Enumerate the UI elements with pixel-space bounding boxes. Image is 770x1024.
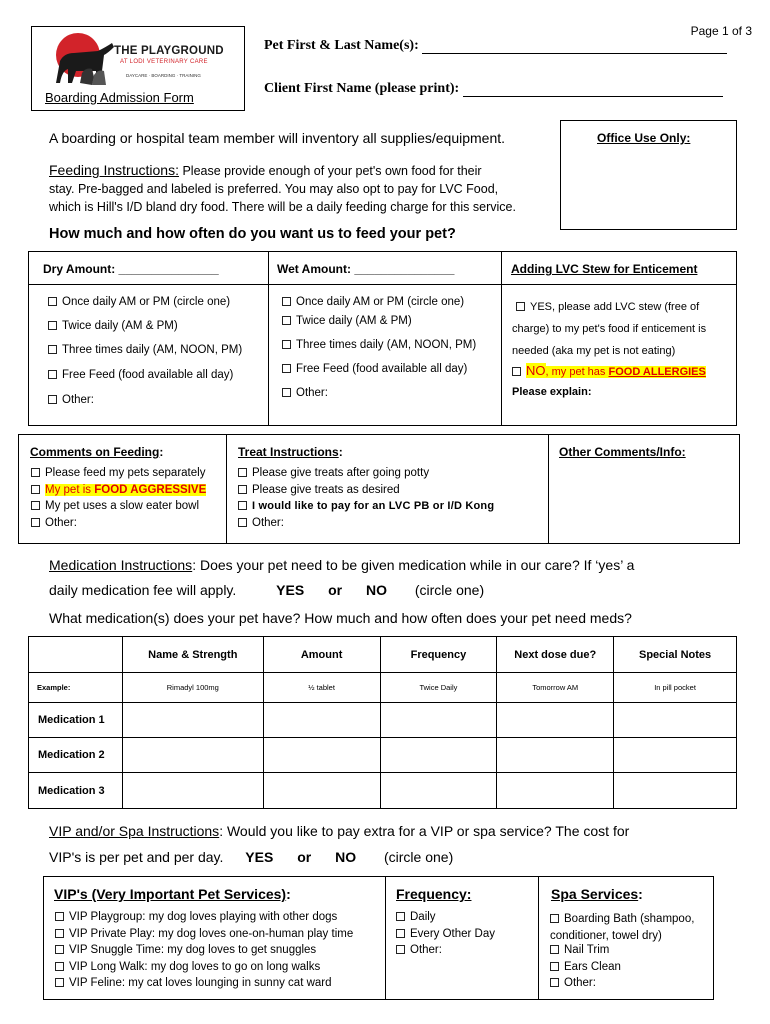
comment-option-2[interactable]: My pet is FOOD AGGRESSIVE [31,484,206,496]
checkbox-icon[interactable] [512,367,521,376]
checkbox-icon[interactable] [48,395,57,404]
wet-amount-header: Wet Amount: _______________ [277,262,455,276]
feeding-instructions [49,161,559,216]
stew-explain: Please explain: [512,386,592,398]
treat-header: Treat Instructions: [238,445,343,459]
checkbox-icon[interactable] [48,345,57,354]
vip-option-snuggle[interactable]: VIP Snuggle Time: my dog loves to get snuggles [55,944,316,956]
pet-name-label: Pet First & Last Name(s): [264,38,419,53]
dry-option-three[interactable]: Three times daily (AM, NOON, PM) [48,344,242,356]
comment-option-4[interactable]: Other: [31,517,77,529]
checkbox-icon[interactable] [31,518,40,527]
other-comments-header: Other Comments/Info: [559,445,686,459]
checkbox-icon[interactable] [282,388,291,397]
checkbox-icon[interactable] [55,929,64,938]
feeding-question: How much and how often do you want us to feed your pet? [49,226,456,242]
comment-option-1[interactable]: Please feed my pets separately [31,467,205,479]
feeding-text-2: stay. Pre-bagged and labeled is preferred. You may also opt to pay for LVC Food, [49,182,499,196]
comment-option-3[interactable]: My pet uses a slow eater bowl [31,500,199,512]
wet-option-once[interactable]: Once daily AM or PM (circle one) [282,296,464,308]
logo-services: DAYCARE · BOARDING · TRAINING [126,73,201,78]
feeding-heading: Feeding Instructions: [49,162,179,178]
stew-yes-option[interactable]: YES, please add LVC stew (free of charge) to my pet's food if enticement is needed (aka my pet is not eating) [512,301,707,357]
dry-option-once[interactable]: Once daily AM or PM (circle one) [48,296,230,308]
stew-no-option[interactable]: NO, my pet has FOOD ALLERGIES [512,363,706,378]
vip-option-long-walk[interactable]: VIP Long Walk: my dog loves to go on long walks [55,961,320,973]
stew-header: Adding LVC Stew for Enticement [511,262,698,276]
checkbox-icon[interactable] [55,962,64,971]
treat-option-2[interactable]: Please give treats as desired [238,484,400,496]
spa-services-header: Spa Services: [551,886,643,902]
vip-option-feline[interactable]: VIP Feline: my cat loves lounging in sunny cat ward [55,977,332,989]
feeding-text-1: Please provide enough of your pet's own food for their [182,164,482,178]
checkbox-icon[interactable] [282,316,291,325]
wet-option-twice[interactable]: Twice daily (AM & PM) [282,315,412,327]
comments-header: Comments on Feeding: [30,445,164,459]
office-use-label: Office Use Only: [597,131,691,145]
treat-option-4[interactable]: Other: [238,517,284,529]
freq-option-every-other[interactable]: Every Other Day [396,928,495,940]
logo-sub: AT LODI VETERINARY CARE [120,59,208,65]
medication-question: What medication(s) does your pet have? How much and how often does your pet need meds? [49,610,632,626]
treat-option-3[interactable]: I would like to pay for an LVC PB or I/D Kong [238,500,494,512]
pet-name-input[interactable] [422,40,727,54]
spa-option-bath[interactable]: Boarding Bath (shampoo, conditioner, towel dry) [550,913,695,942]
checkbox-icon[interactable] [550,978,559,987]
vip-heading: VIP and/or Spa Instructions [49,823,220,839]
checkbox-icon[interactable] [282,364,291,373]
checkbox-icon[interactable] [31,501,40,510]
checkbox-icon[interactable] [550,914,559,923]
inventory-text: A boarding or hospital team member will inventory all supplies/equipment. [49,130,506,146]
checkbox-icon[interactable] [48,370,57,379]
medication-no[interactable]: NO [365,582,387,598]
checkbox-icon[interactable] [48,321,57,330]
client-name-field [264,81,723,97]
table-row: Example: Rimadyl 100mg ½ tablet Twice Daily Tomorrow AM In pill pocket [29,673,737,703]
medication-heading: Medication Instructions [49,557,193,573]
checkbox-icon[interactable] [396,929,405,938]
spa-option-ears-clean[interactable]: Ears Clean [550,961,621,973]
checkbox-icon[interactable] [516,302,525,311]
checkbox-icon[interactable] [550,945,559,954]
spa-option-nail-trim[interactable]: Nail Trim [550,944,609,956]
checkbox-icon[interactable] [238,485,247,494]
logo-box [31,26,245,111]
vip-instructions: VIP and/or Spa Instructions: Would you like to pay extra for a VIP or spa service? The cost for VIP's is per pet and per day. YES or NO (circle one) [49,823,630,865]
client-name-label: Client First Name (please print): [264,81,460,96]
table-row: Medication 1 [29,703,737,738]
checkbox-icon[interactable] [55,945,64,954]
wet-option-free[interactable]: Free Feed (food available all day) [282,363,467,375]
col-name-strength: Name & Strength [122,637,263,673]
logo-pets-icon [46,31,116,91]
checkbox-icon[interactable] [396,945,405,954]
medication-yes[interactable]: YES [276,582,305,598]
spa-option-other[interactable]: Other: [550,977,596,989]
vip-option-playgroup[interactable]: VIP Playgroup: my dog loves playing with other dogs [55,911,337,923]
dry-option-free[interactable]: Free Feed (food available all day) [48,369,233,381]
checkbox-icon[interactable] [550,962,559,971]
vip-yes[interactable]: YES [245,849,274,865]
checkbox-icon[interactable] [238,501,247,510]
medication-table [28,636,737,809]
table-row: Medication 2 [29,738,737,773]
wet-option-other[interactable]: Other: [282,387,328,399]
checkbox-icon[interactable] [55,978,64,987]
checkbox-icon[interactable] [282,297,291,306]
checkbox-icon[interactable] [238,518,247,527]
col-next-dose: Next dose due? [497,637,614,673]
feeding-text-3: which is Hill's I/D bland dry food. There will be a daily feeding charge for this service. [49,200,516,214]
vip-frequency-header: Frequency: [396,886,472,902]
wet-option-three[interactable]: Three times daily (AM, NOON, PM) [282,339,476,351]
office-use-box [560,120,737,230]
vip-option-private-play[interactable]: VIP Private Play: my dog loves one-on-human play time [55,928,353,940]
col-frequency: Frequency [380,637,497,673]
table-row: Medication 3 [29,773,737,809]
vip-services-header: VIP's (Very Important Pet Services): [54,886,291,902]
checkbox-icon[interactable] [31,468,40,477]
dry-amount-header: Dry Amount: _______________ [43,262,219,276]
dry-option-twice[interactable]: Twice daily (AM & PM) [48,320,178,332]
col-amount: Amount [263,637,380,673]
logo-name: THE PLAYGROUND [114,45,224,57]
dry-option-other[interactable]: Other: [48,394,94,406]
pet-name-field [264,38,727,54]
vip-no[interactable]: NO [335,849,357,865]
freq-option-other[interactable]: Other: [396,944,442,956]
checkbox-icon[interactable] [55,912,64,921]
page-number: Page 1 of 3 [690,24,752,38]
freq-option-daily[interactable]: Daily [396,911,436,923]
checkbox-icon[interactable] [282,340,291,349]
medication-instructions: Medication Instructions: Does your pet need to be given medication while in our care? If ‘yes’ a daily medication fee will apply. YES or NO (circle one) [49,557,635,598]
checkbox-icon[interactable] [396,912,405,921]
col-special-notes: Special Notes [614,637,737,673]
checkbox-icon[interactable] [238,468,247,477]
client-name-input[interactable] [463,83,723,97]
treat-option-1[interactable]: Please give treats after going potty [238,467,429,479]
checkbox-icon[interactable] [48,297,57,306]
checkbox-icon[interactable] [31,485,40,494]
form-title: Boarding Admission Form [45,90,194,105]
